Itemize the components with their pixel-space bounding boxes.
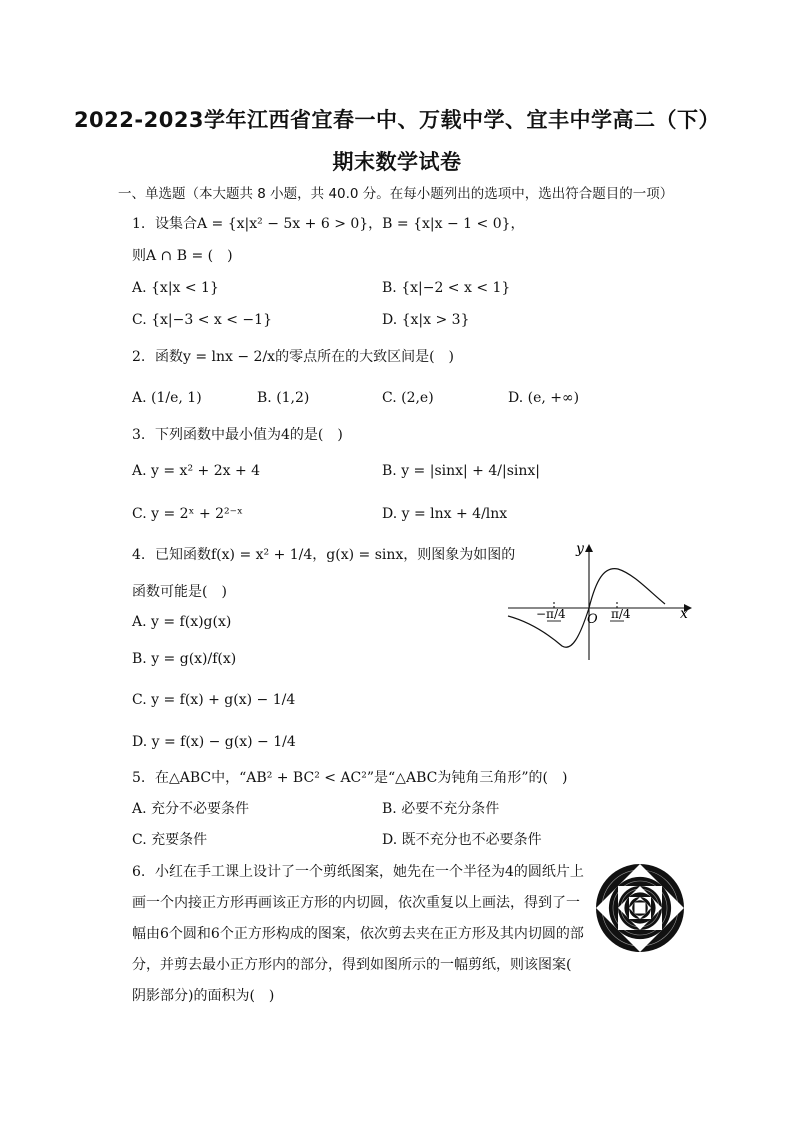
square-6 [635, 903, 646, 914]
q4-option-c: C. y = f(x) + g(x) − 1/4 [132, 692, 296, 708]
q4-stem-line1: 已知函数f(x) = x² + 1/4，g(x) = sinx，则图象为如图的 [155, 547, 516, 563]
q1-stem-line2: 则A ∩ B = ( ) [132, 248, 233, 264]
q5-option-d: D. 既不充分也不必要条件 [382, 832, 542, 848]
q3-option-b: B. y = |sinx| + 4/|sinx| [382, 463, 540, 479]
q3-option-a: A. y = x² + 2x + 4 [132, 463, 261, 479]
q3-number: 3. [132, 427, 146, 443]
q6-stem-line3: 幅由6个圆和6个正方形构成的图案，依次剪去夹在正方形及其内切圆的部 [132, 926, 584, 942]
q5-stem-line1: 在△ABC中，“AB² + BC² < AC²”是“△ABC为钝角三角形”的( ) [155, 770, 568, 786]
q1-option-d: D. {x|x > 3} [382, 312, 470, 328]
q5-number: 5. [132, 770, 146, 786]
graph-tick-left-label: −π/4 [536, 607, 566, 621]
q3-stem-line1: 下列函数中最小值为4的是( ) [155, 427, 343, 443]
q2-stem-line1: 函数y = lnx − 2/x的零点所在的大致区间是( ) [155, 349, 455, 365]
q6-number: 6. [132, 864, 146, 880]
q5-option-a: A. 充分不必要条件 [132, 801, 250, 817]
q6-stem-line4: 分，并剪去最小正方形内的部分，得到如图所示的一幅剪纸，则该图案( [132, 957, 572, 973]
q6-stem-line1: 小红在手工课上设计了一个剪纸图案，她先在一个半径为4的圆纸片上 [155, 864, 584, 880]
q6-stem-line5: 阴影部分)的面积为( ) [132, 988, 275, 1004]
q4-stem-line2: 函数可能是( ) [132, 584, 227, 600]
q5-option-b: B. 必要不充分条件 [382, 801, 500, 817]
graph-x-label: x [680, 606, 688, 622]
exam-title-line1: 2022-2023学年江西省宜春一中、万载中学、宜丰中学高二（下） [73, 108, 721, 132]
graph-tick-right-label: π/4 [611, 607, 631, 621]
q1-stem-line1: 设集合A = {x|x² − 5x + 6 > 0}，B = {x|x − 1 < 0}， [155, 216, 525, 232]
q6-papercut-figure [594, 862, 686, 954]
q1-option-b: B. {x|−2 < x < 1} [382, 280, 511, 296]
q2-number: 2. [132, 349, 146, 365]
q4-option-b: B. y = g(x)/f(x) [132, 651, 237, 667]
q2-option-b: B. (1,2) [257, 390, 310, 406]
q1-option-a: A. {x|x < 1} [132, 280, 219, 296]
q2-option-c: C. (2,e) [382, 390, 434, 406]
q1-option-c: C. {x|−3 < x < −1} [132, 312, 272, 328]
q3-option-c: C. y = 2ˣ + 2²⁻ˣ [132, 506, 243, 522]
exam-title-line2: 期末数学试卷 [332, 150, 462, 174]
q4-option-a: A. y = f(x)g(x) [132, 614, 232, 630]
graph-origin-label: O [587, 612, 598, 627]
q4-option-d: D. y = f(x) − g(x) − 1/4 [132, 734, 296, 750]
q5-option-c: C. 充要条件 [132, 832, 208, 848]
q4-number: 4. [132, 547, 146, 563]
q4-function-graph [500, 536, 700, 666]
q3-option-d: D. y = lnx + 4/lnx [382, 506, 508, 522]
section-header: 一、单选题（本大题共 8 小题，共 40.0 分。在每小题列出的选项中，选出符合题目的一项） [118, 186, 674, 202]
q6-stem-line2: 画一个内接正方形再画该正方形的内切圆，依次重复以上画法，得到了一 [132, 895, 580, 911]
y-axis-arrow [585, 544, 593, 552]
q1-number: 1. [132, 216, 146, 232]
q2-option-d: D. (e, +∞) [508, 390, 580, 406]
q2-option-a: A. (1/e, 1) [132, 390, 202, 406]
graph-y-label: y [576, 541, 584, 557]
